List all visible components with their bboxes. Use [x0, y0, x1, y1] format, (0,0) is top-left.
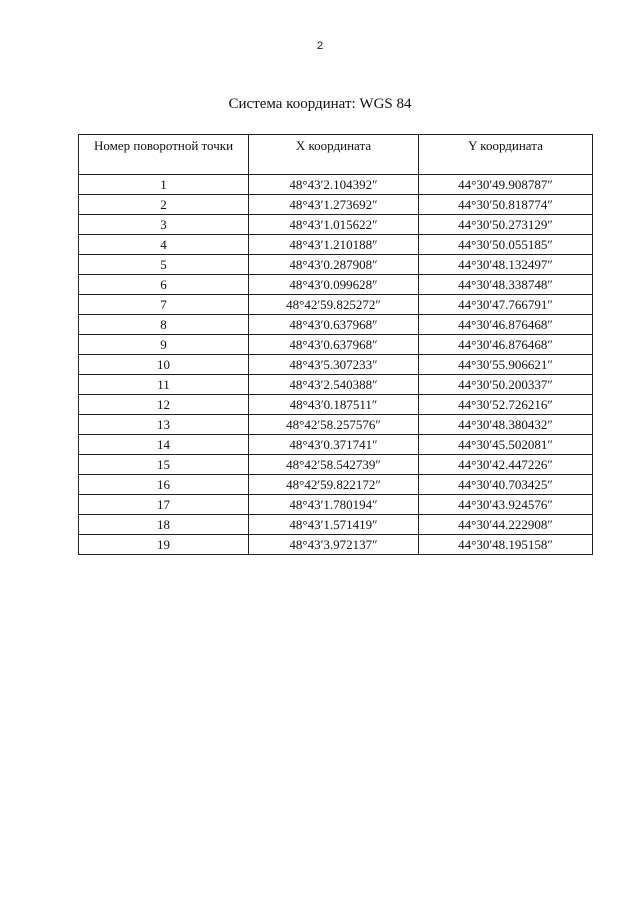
point-number-cell: 3: [79, 215, 249, 235]
table-row: [79, 215, 593, 235]
x-coordinate-cell: 48°42′59.825272″: [249, 295, 419, 315]
x-coordinate-cell: 48°43′1.571419″: [249, 515, 419, 535]
y-coordinate-cell: 44°30′47.766791″: [419, 295, 593, 315]
header-point-number: Номер поворотной точки: [79, 135, 249, 175]
x-coordinate-cell: 48°42′58.257576″: [249, 415, 419, 435]
table-row: [79, 395, 593, 415]
y-coordinate-cell: 44°30′50.055185″: [419, 235, 593, 255]
header-y-coordinate: Y координата: [419, 135, 593, 175]
x-coordinate-cell: 48°43′1.210188″: [249, 235, 419, 255]
point-number-cell: 17: [79, 495, 249, 515]
table-row: [79, 275, 593, 295]
y-coordinate-cell: 44°30′45.502081″: [419, 435, 593, 455]
table-row: [79, 495, 593, 515]
y-coordinate-cell: 44°30′48.338748″: [419, 275, 593, 295]
x-coordinate-cell: 48°43′1.015622″: [249, 215, 419, 235]
table-row: [79, 235, 593, 255]
table-row: [79, 335, 593, 355]
y-coordinate-cell: 44°30′50.273129″: [419, 215, 593, 235]
y-coordinate-cell: 44°30′48.380432″: [419, 415, 593, 435]
coordinates-table: [78, 134, 593, 555]
point-number-cell: 7: [79, 295, 249, 315]
point-number-cell: 16: [79, 475, 249, 495]
document-title: Система координат: WGS 84: [228, 96, 412, 112]
table-row: [79, 195, 593, 215]
x-coordinate-cell: 48°42′58.542739″: [249, 455, 419, 475]
y-coordinate-cell: 44°30′50.200337″: [419, 375, 593, 395]
table-row: [79, 455, 593, 475]
x-coordinate-cell: 48°43′0.371741″: [249, 435, 419, 455]
point-number-cell: 4: [79, 235, 249, 255]
point-number-cell: 1: [79, 175, 249, 195]
y-coordinate-cell: 44°30′52.726216″: [419, 395, 593, 415]
table-row: [79, 295, 593, 315]
table-row: [79, 175, 593, 195]
y-coordinate-cell: 44°30′49.908787″: [419, 175, 593, 195]
x-coordinate-cell: 48°43′3.972137″: [249, 535, 419, 555]
x-coordinate-cell: 48°43′2.104392″: [249, 175, 419, 195]
y-coordinate-cell: 44°30′40.703425″: [419, 475, 593, 495]
point-number-cell: 9: [79, 335, 249, 355]
point-number-cell: 2: [79, 195, 249, 215]
point-number-cell: 14: [79, 435, 249, 455]
table-row: [79, 435, 593, 455]
point-number-cell: 11: [79, 375, 249, 395]
table-row: [79, 515, 593, 535]
table-row: [79, 415, 593, 435]
y-coordinate-cell: 44°30′42.447226″: [419, 455, 593, 475]
point-number-cell: 10: [79, 355, 249, 375]
x-coordinate-cell: 48°43′1.273692″: [249, 195, 419, 215]
point-number-cell: 5: [79, 255, 249, 275]
table-row: [79, 355, 593, 375]
point-number-cell: 6: [79, 275, 249, 295]
x-coordinate-cell: 48°43′0.099628″: [249, 275, 419, 295]
x-coordinate-cell: 48°43′2.540388″: [249, 375, 419, 395]
x-coordinate-cell: 48°43′0.637968″: [249, 335, 419, 355]
header-x-coordinate: X координата: [249, 135, 419, 175]
point-number-cell: 15: [79, 455, 249, 475]
x-coordinate-cell: 48°43′1.780194″: [249, 495, 419, 515]
y-coordinate-cell: 44°30′46.876468″: [419, 335, 593, 355]
table-row: [79, 375, 593, 395]
x-coordinate-cell: 48°43′0.187511″: [249, 395, 419, 415]
x-coordinate-cell: 48°43′5.307233″: [249, 355, 419, 375]
table-body: [79, 175, 593, 555]
table-header: [79, 135, 593, 175]
x-coordinate-cell: 48°42′59.822172″: [249, 475, 419, 495]
point-number-cell: 18: [79, 515, 249, 535]
y-coordinate-cell: 44°30′55.906621″: [419, 355, 593, 375]
y-coordinate-cell: 44°30′48.132497″: [419, 255, 593, 275]
point-number-cell: 13: [79, 415, 249, 435]
x-coordinate-cell: 48°43′0.637968″: [249, 315, 419, 335]
y-coordinate-cell: 44°30′43.924576″: [419, 495, 593, 515]
table-row: [79, 255, 593, 275]
header-row: [79, 135, 593, 175]
y-coordinate-cell: 44°30′44.222908″: [419, 515, 593, 535]
point-number-cell: 12: [79, 395, 249, 415]
y-coordinate-cell: 44°30′50.818774″: [419, 195, 593, 215]
page-number: 2: [316, 40, 324, 52]
table-row: [79, 475, 593, 495]
point-number-cell: 19: [79, 535, 249, 555]
y-coordinate-cell: 44°30′48.195158″: [419, 535, 593, 555]
table-row: [79, 535, 593, 555]
y-coordinate-cell: 44°30′46.876468″: [419, 315, 593, 335]
x-coordinate-cell: 48°43′0.287908″: [249, 255, 419, 275]
point-number-cell: 8: [79, 315, 249, 335]
table-row: [79, 315, 593, 335]
